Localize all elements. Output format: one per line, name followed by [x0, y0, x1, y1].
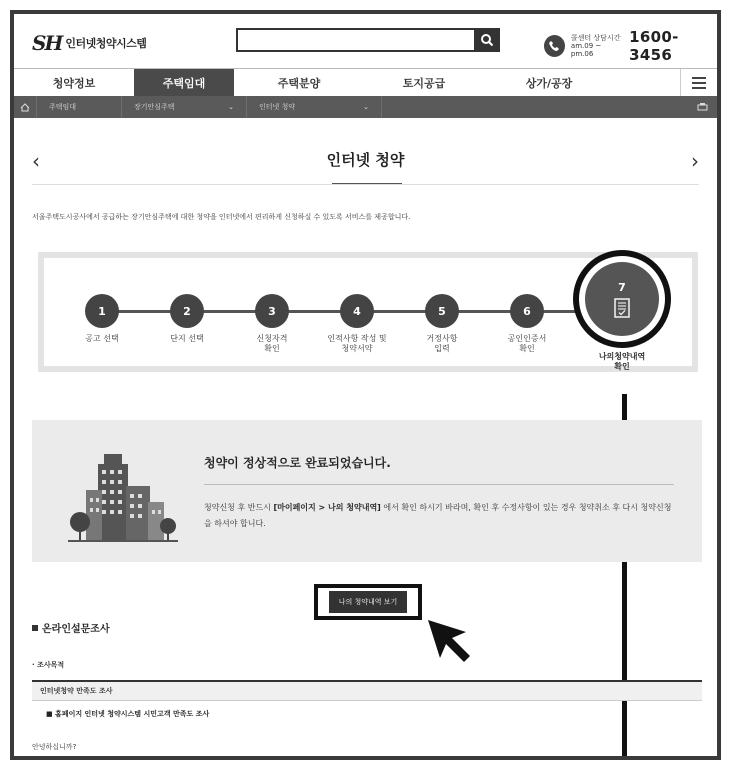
divider: [32, 184, 699, 185]
phone-icon: [544, 35, 565, 57]
step-number: 4: [340, 294, 374, 328]
step-label: 거정사항 입력: [426, 334, 458, 353]
step-number: 6: [510, 294, 544, 328]
search-button[interactable]: [474, 28, 500, 52]
step-2: [152, 294, 222, 344]
step-label: 나의청약내역 확인: [598, 352, 646, 371]
step-5: [407, 294, 477, 354]
survey-subject: 인터넷청약 만족도 조사: [32, 682, 702, 701]
step-label: 신청자격 확인: [256, 334, 288, 353]
page-title: 인터넷 청약: [326, 151, 405, 169]
breadcrumb-longterm[interactable]: [122, 96, 247, 118]
survey-table: [32, 680, 702, 727]
completion-box: [32, 420, 702, 562]
divider: [204, 484, 674, 485]
search-icon: [480, 33, 494, 47]
step-number: 1: [85, 294, 119, 328]
step-label: 인적사항 작성 및 청약서약: [327, 334, 387, 353]
call-number: 1600-3456: [629, 28, 679, 64]
completion-text: [204, 500, 674, 532]
buildings-icon: [68, 450, 178, 546]
home-icon[interactable]: [14, 96, 37, 118]
call-hours-label: 콜센터 상담시간: [570, 34, 621, 42]
view-my-application-button[interactable]: 나의 청약내역 보기: [329, 591, 408, 613]
survey-purpose-label: · 조사목적: [32, 661, 65, 669]
search-input[interactable]: [236, 28, 500, 52]
step-7-highlight: [573, 250, 671, 348]
breadcrumb-label: 인터넷 청약: [259, 103, 296, 111]
menu-icon[interactable]: [680, 69, 717, 97]
screenshot-frame: [10, 10, 721, 760]
step-number: 3: [255, 294, 289, 328]
view-my-application-highlight: [314, 584, 422, 620]
nav-item-info[interactable]: 청약정보: [52, 77, 96, 90]
logo[interactable]: [32, 31, 146, 55]
main-nav: [14, 68, 717, 97]
step-6: [492, 294, 562, 354]
nav-item-sale[interactable]: 주택분양: [277, 77, 321, 90]
step-number: 2: [170, 294, 204, 328]
breadcrumb-rental[interactable]: [37, 96, 122, 118]
breadcrumb-label: 장기안심주택: [134, 103, 175, 111]
chevron-down-icon: ⌄: [228, 103, 234, 111]
call-center: [544, 28, 717, 64]
step-3: [237, 294, 307, 354]
survey-greeting: 안녕하십니까?: [32, 743, 77, 751]
step-label: 공고 선택: [85, 334, 119, 343]
top-bar: [14, 14, 717, 68]
step-7: [585, 262, 659, 336]
cursor-arrow-icon: [426, 618, 474, 666]
step-label: 공인인증서 확인: [507, 334, 547, 353]
completion-text-pre: 청약신청 후 반드시: [204, 503, 274, 512]
call-hours-time: am.09 ~ pm.06: [570, 42, 602, 58]
nav-item-land[interactable]: 토지공급: [402, 77, 446, 90]
step-number: 5: [425, 294, 459, 328]
breadcrumb-internet[interactable]: [247, 96, 382, 118]
step-label: 단지 선택: [170, 334, 204, 343]
breadcrumb-label: 주택임대: [49, 103, 77, 111]
chevron-down-icon: ⌄: [363, 103, 369, 111]
nav-item-commercial[interactable]: 상가/공장: [525, 77, 573, 90]
chevron-left-icon[interactable]: ‹: [32, 149, 40, 173]
step-number: 7: [618, 280, 626, 294]
intro-text: 서울주택도시공사에서 공급하는 장기안심주택에 대한 청약을 인터넷에서 편리하게 신청하실 수 있도록 서비스를 제공합니다.: [32, 213, 411, 221]
mypage-path: [마이페이지 > 나의 청약내역]: [273, 503, 381, 512]
completion-text-post: 에서 확인 하시기 바라며, 확인 후 수정사항이 있는 경우 청약취소 후 다시 청약신청을 하셔야 합니다.: [204, 503, 672, 528]
survey-description: ■ 홈페이지 인터넷 청약시스템 시민고객 만족도 조사: [46, 710, 210, 718]
step-4: [322, 294, 392, 354]
logo-mark: SH: [32, 31, 62, 55]
breadcrumb: [14, 96, 717, 118]
step-1: [67, 294, 137, 344]
survey-title: 온라인설문조사: [32, 620, 110, 635]
nav-item-rental[interactable]: 주택임대: [134, 69, 234, 97]
page-header: [14, 139, 717, 187]
chevron-right-icon[interactable]: ›: [691, 149, 699, 173]
logo-text: 인터넷청약시스템: [65, 37, 147, 50]
print-icon[interactable]: [687, 102, 717, 112]
completion-title: 청약이 정상적으로 완료되었습니다.: [204, 456, 391, 470]
document-check-icon: [614, 298, 630, 318]
